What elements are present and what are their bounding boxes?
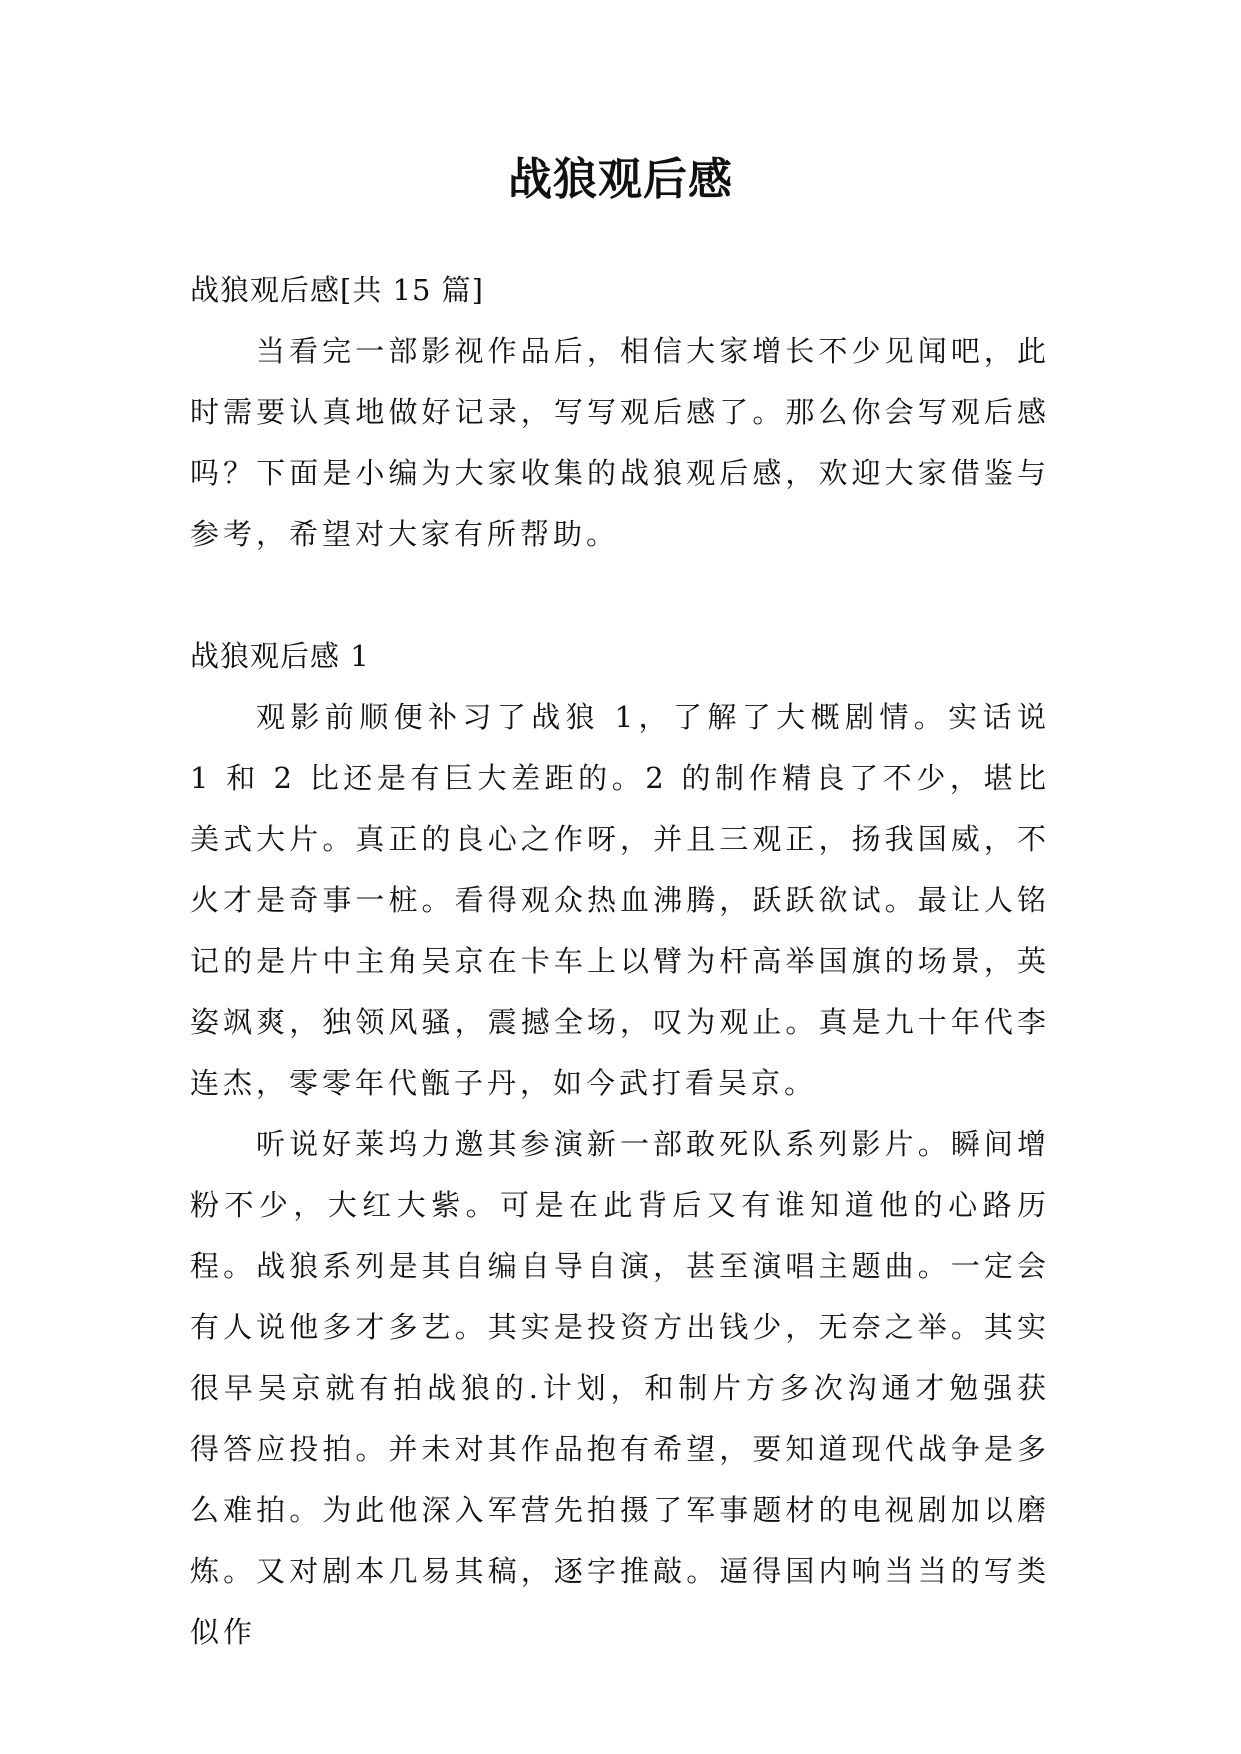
- body-paragraph: 听说好莱坞力邀其参演新一部敢死队系列影片。瞬间增粉不少，大红大紫。可是在此背后又有谁知道他的心路历程。战狼系列是其自编自导自演，甚至演唱主题曲。一定会有人说他多才多艺。其实是投资方出钱少，无奈之举。其实很早吴京就有拍战狼的.计划，和制片方多次沟通才勉强获得答应投拍。并未对其作品抱有希望，要知道现代战争是多么难拍。为此他深入军营先拍摄了军事题材的电视剧加以磨炼。又对剧本几易其稿，逐字推敲。逼得国内响当当的写类似作: [190, 1127, 1050, 1649]
- document-body: [190, 260, 1050, 1663]
- collection-heading: 战狼观后感[共 15 篇]: [190, 273, 484, 307]
- document-title: 战狼观后感: [508, 154, 733, 205]
- section-spacer: [190, 565, 1050, 626]
- intro-paragraph: 当看完一部影视作品后，相信大家增长不少见闻吧，此时需要认真地做好记录，写写观后感了。那么你会写观后感吗？下面是小编为大家收集的战狼观后感，欢迎大家借鉴与参考，希望对大家有所帮助。: [190, 334, 1050, 551]
- body-paragraph: 观影前顺便补习了战狼 1，了解了大概剧情。实话说 1 和 2 比还是有巨大差距的。2 的制作精良了不少，堪比美式大片。真正的良心之作呀，并且三观正，扬我国威，不火才是奇事一桩。看得观众热血沸腾，跃跃欲试。最让人铭记的是片中主角吴京在卡车上以臂为杆高举国旗的场景，英姿飒爽，独领风骚，震撼全场，叹为观止。真是九十年代李连杰，零零年代甑子丹，如今武打看吴京。: [190, 700, 1050, 1100]
- section-heading: 战狼观后感 1: [190, 639, 370, 673]
